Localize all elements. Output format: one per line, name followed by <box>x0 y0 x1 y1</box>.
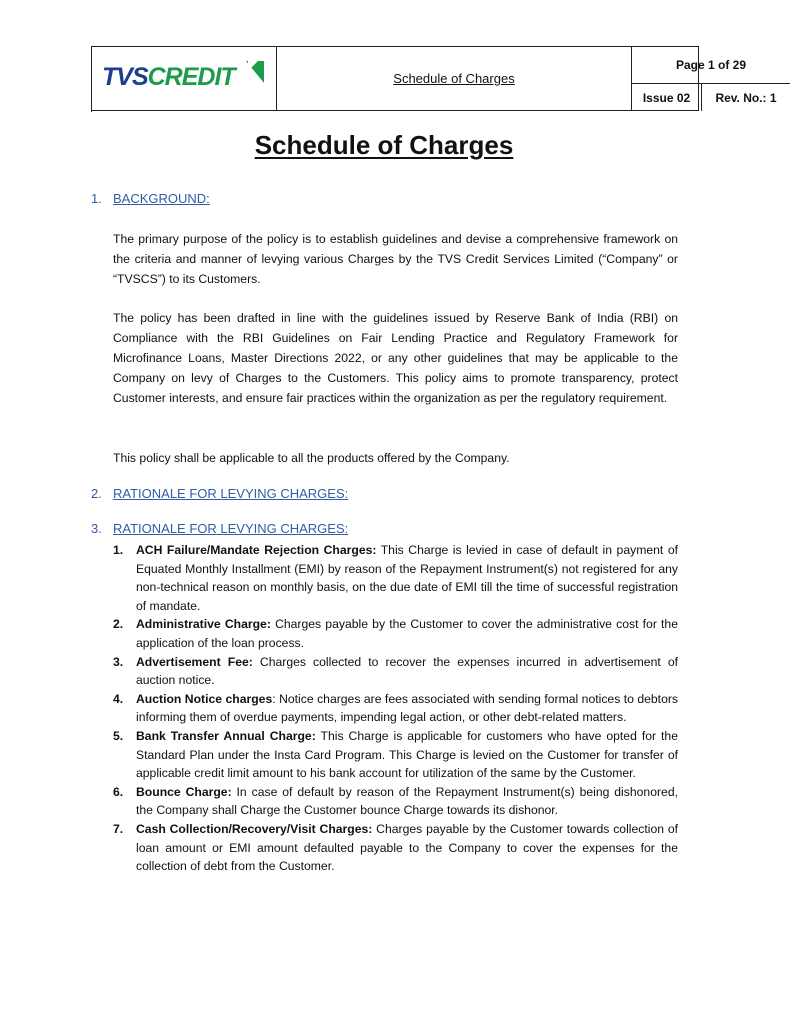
list-item: 1. ACH Failure/Mandate Rejection Charges: This Charge is levied in case of default in payment of Equated Monthly Installment (EMI) by reason of the Repayment Instrument(s) not registered for any non-technical reason on monthly basis, on the due date of EMI till the time of successful registration of mandate. <box>113 543 678 613</box>
section-heading-rationale-2: 3. RATIONALE FOR LEVYING CHARGES: <box>91 521 349 536</box>
list-item: 6. Bounce Charge: In case of default by reason of the Repayment Instrument(s) being dishonored, the Company shall Charge the Customer bounce Charge towards its dishonor. <box>113 784 678 818</box>
logo-text-credit: CREDIT <box>147 63 235 91</box>
issue-number: Issue 02 <box>632 84 702 111</box>
list-item: 3. Advertisement Fee: Charges collected to recover the expenses incurred in advertisement of auction notice. <box>113 654 678 688</box>
header-title: Schedule of Charges <box>393 71 515 86</box>
header-title-cell <box>277 47 632 110</box>
logo-flag-icon <box>244 59 266 85</box>
section-heading-rationale: 2. RATIONALE FOR LEVYING CHARGES: <box>91 486 349 501</box>
background-paragraph-2: The policy has been drafted in line with the guidelines issued by Reserve Bank of India (RBI) on Compliance with the RBI Guidelines on Fair Lending Practice and Regulatory Framework for Microfinance Loans, Master Directions 2022, or any other guidelines that may be applicable to the Company on levy of Charges to the Customers. This policy aims to promote transparency, protect Customer interests, and ensure fair practices within the organization as per the regulatory requirement. <box>113 311 678 405</box>
charges-list <box>113 541 678 876</box>
logo-cell <box>92 47 277 110</box>
document-title: Schedule of Charges <box>254 130 514 160</box>
list-item: 5. Bank Transfer Annual Charge: This Charge is applicable for customers who have opted for the Standard Plan under the Insta Card Program. This Charge is levied on the Customer for transfer of applicable credit limit amount to his bank account for utilization of the same by the Customer. <box>113 728 678 781</box>
list-item: 2. Administrative Charge: Charges payable by the Customer to cover the administrative cost for the application of the loan process. <box>113 617 678 650</box>
background-paragraph-3: This policy shall be applicable to all the products offered by the Company. <box>113 451 510 465</box>
revision-number: Rev. No.: 1 <box>715 90 777 105</box>
logo-text-tvs: TVS <box>102 63 148 91</box>
document-header <box>91 46 777 111</box>
page-number: Page 1 of 29 <box>632 47 790 84</box>
background-paragraph-1: The primary purpose of the policy is to establish guidelines and devise a comprehensive framework on the criteria and manner of levying various Charges by the TVS Credit Services Limited (“Company” or “TVSCS”) to its Customers. <box>113 232 678 286</box>
header-divider <box>91 100 92 112</box>
list-item: 7. Cash Collection/Recovery/Visit Charges: Charges payable by the Customer towards collection of loan amount or EMI amount defaulted payable to the Company to cover the expenses for the collection of debt from the Customer. <box>113 821 678 874</box>
section-heading-background: 1. BACKGROUND: <box>91 191 210 206</box>
list-item: 4. Auction Notice charges: Notice charges are fees associated with sending formal notices to debtors informing them of overdue payments, impending legal action, or other debt-related matters. <box>113 691 678 725</box>
company-logo <box>102 63 235 92</box>
